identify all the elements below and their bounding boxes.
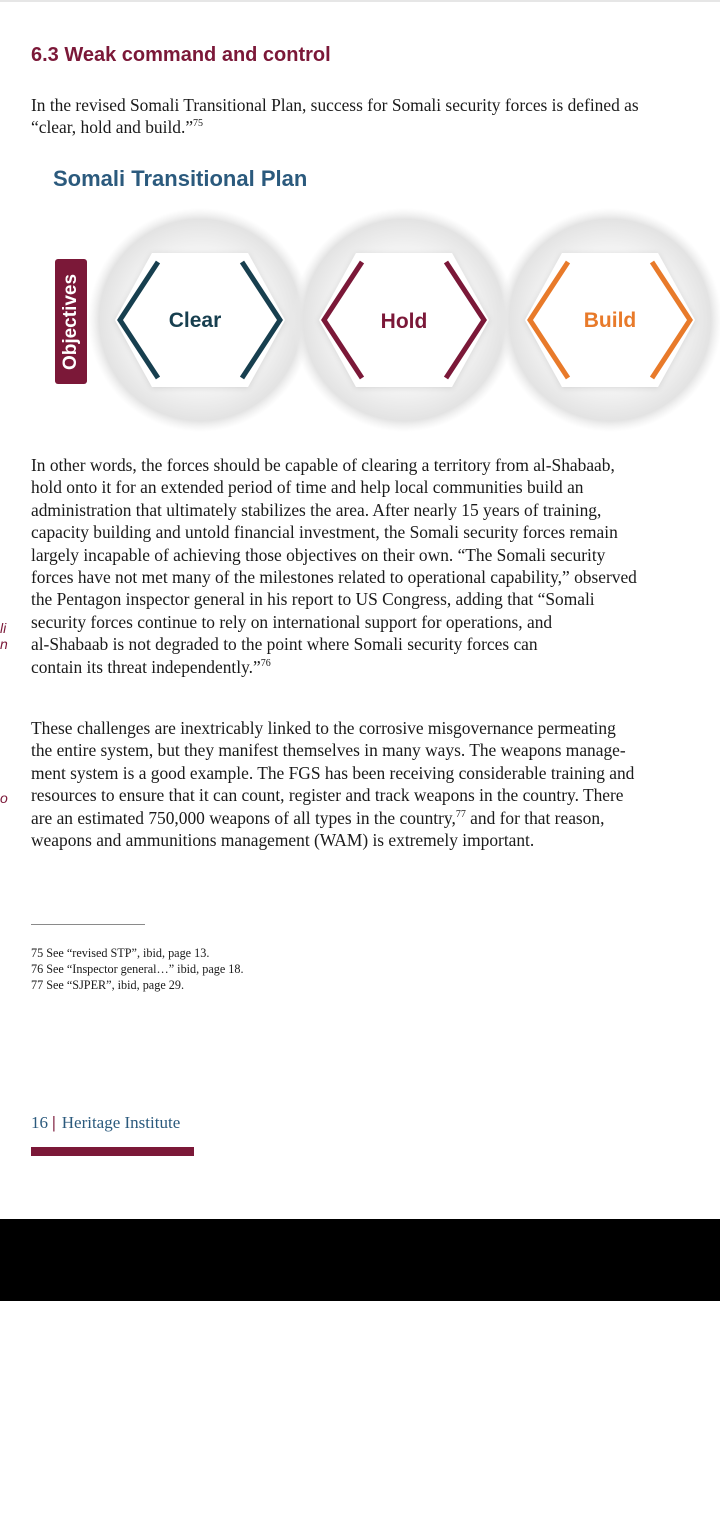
- figure-title: Somali Transitional Plan: [53, 166, 308, 191]
- body-paragraph-1: [31, 454, 720, 678]
- text-line: the Pentagon inspector general in his report to US Congress, adding that “Somali: [31, 589, 595, 610]
- margin-note: li n: [0, 620, 8, 652]
- footnote-item: 76 See “Inspector general…” ibid, page 18.: [31, 962, 244, 976]
- text-line: capacity building and untold financial investment, the Somali security forces remain: [31, 522, 618, 543]
- intro-paragraph: [31, 94, 720, 139]
- footnote-ref[interactable]: 75: [193, 118, 204, 130]
- text-line: al-Shabaab is not degraded to the point where Somali security forces can: [31, 634, 538, 655]
- footnote-ref[interactable]: 76: [260, 657, 271, 669]
- page-number: 16: [31, 1113, 48, 1132]
- text-line: contain its threat independently.”: [31, 656, 261, 677]
- margin-note: o: [0, 790, 8, 806]
- footnote-divider: [31, 924, 145, 925]
- text-line: largely incapable of achieving those objectives on their own. “The Somali security: [31, 544, 606, 565]
- objectives-label: [55, 259, 87, 384]
- text-line: ment system is a good example. The FGS has been receiving considerable training and: [31, 762, 635, 783]
- objectives-label-text: Objectives: [60, 273, 81, 370]
- page-footer: [31, 1113, 180, 1133]
- text-line: These challenges are inextricably linked to the corrosive misgovernance permeating: [31, 718, 616, 738]
- stage-clear-label: Clear: [168, 309, 222, 332]
- footer-separator: |: [52, 1113, 56, 1132]
- intro-line: In the revised Somali Transitional Plan, success for Somali security forces is defined as: [31, 95, 639, 115]
- footnote-ref[interactable]: 77: [455, 808, 466, 820]
- stage-build-label: Build: [583, 309, 637, 332]
- text-line: the entire system, but they manifest themselves in many ways. The weapons manage-: [31, 740, 626, 761]
- text-line: are an estimated 750,000 weapons of all types in the country,: [31, 807, 456, 828]
- text-line: weapons and ammunitions management (WAM) is extremely important.: [31, 830, 535, 851]
- text-line: resources to ensure that it can count, register and track weapons in the country. There: [31, 785, 624, 806]
- text-line: administration that ultimately stabilizes the area. After nearly 15 years of training,: [31, 499, 602, 520]
- text-line: hold onto it for an extended period of time and help local communities build an: [31, 477, 584, 498]
- publisher-name: Heritage Institute: [61, 1113, 181, 1132]
- top-divider: [0, 0, 720, 2]
- text-line: and for that reason,: [465, 807, 605, 828]
- footer-accent-bar: [31, 1147, 194, 1156]
- section-heading: 6.3 Weak command and control: [31, 44, 331, 66]
- footnote-item: 77 See “SJPER”, ibid, page 29.: [31, 978, 185, 992]
- stage-hold-label: Hold: [380, 310, 428, 333]
- footnotes: [31, 945, 244, 993]
- viewer-black-band: [0, 1219, 720, 1301]
- text-line: security forces continue to rely on international support for operations, and: [31, 611, 553, 632]
- intro-line: “clear, hold and build.”: [31, 117, 194, 138]
- text-line: forces have not met many of the milestones related to operational capability,” observed: [31, 567, 637, 588]
- body-paragraph-2: [31, 717, 720, 851]
- footnote-item: 75 See “revised STP”, ibid, page 13.: [31, 946, 210, 960]
- text-line: In other words, the forces should be capable of clearing a territory from al-Shabaab,: [31, 455, 615, 475]
